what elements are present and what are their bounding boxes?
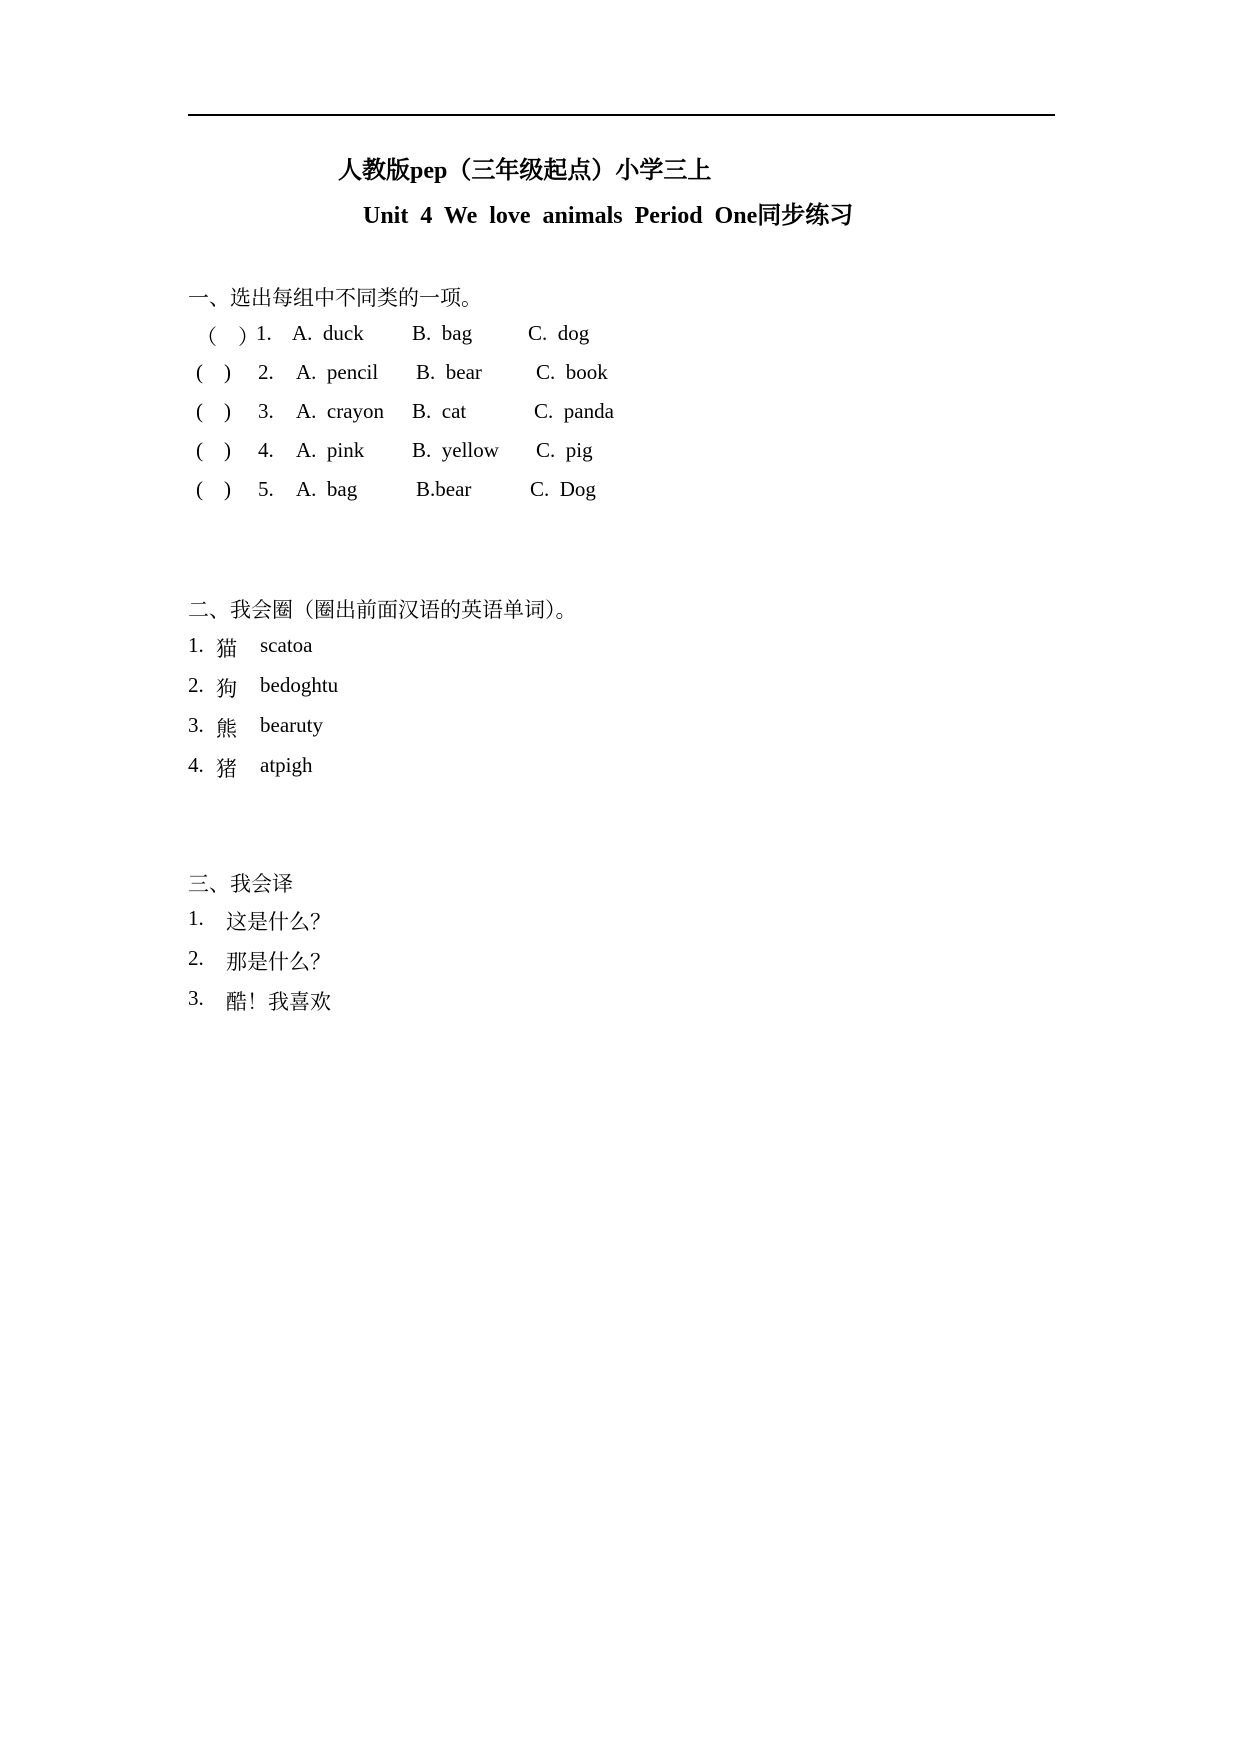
question-number: 2. — [258, 360, 274, 384]
translate-item-1 — [188, 906, 588, 936]
item-number: 1. — [188, 633, 204, 657]
question-number: 3. — [258, 399, 274, 423]
option-a: A. bag — [296, 477, 358, 501]
question-row-3 — [196, 399, 696, 429]
document-subtitle: Unit 4 We love animals Period One同步练习 — [363, 203, 854, 229]
word-circle-item-4 — [188, 753, 588, 783]
option-a: A. crayon — [296, 399, 385, 423]
option-c: C. Dog — [530, 477, 596, 501]
item-number: 2. — [188, 673, 204, 697]
option-a: A. pencil — [296, 360, 379, 384]
question-number: 4. — [258, 438, 274, 462]
question-number: 5. — [258, 477, 274, 501]
chinese-word: 狗 — [216, 677, 237, 701]
option-b: B. bear — [416, 360, 482, 384]
word-circle-item-1 — [188, 633, 588, 663]
item-number: 3. — [188, 986, 204, 1010]
section2-heading: 二、我会圈（圈出前面汉语的英语单词）。 — [188, 598, 577, 622]
sentence-text: 那是什么？ — [226, 950, 331, 974]
answer-bracket[interactable]: ( ) — [196, 438, 231, 462]
question-row-2 — [196, 360, 696, 390]
option-b: B.bear — [416, 477, 472, 501]
question-number: 1. — [256, 321, 272, 345]
sentence-text: 酷！我喜欢 — [226, 990, 331, 1014]
word-circle-item-2 — [188, 673, 588, 703]
item-number: 3. — [188, 713, 204, 737]
document-title: 人教版pep（三年级起点）小学三上 — [338, 158, 712, 184]
option-c: C. book — [536, 360, 608, 384]
word-circle-item-3 — [188, 713, 588, 743]
item-number: 2. — [188, 946, 204, 970]
option-c: C. dog — [528, 321, 590, 345]
translate-item-2 — [188, 946, 588, 976]
question-row-1 — [196, 321, 696, 351]
header-rule — [188, 114, 1055, 116]
translate-item-3 — [188, 986, 588, 1016]
option-c: C. pig — [536, 438, 593, 462]
letter-string[interactable]: bedoghtu — [260, 673, 339, 697]
section1-heading: 一、选出每组中不同类的一项。 — [188, 286, 482, 310]
item-number: 1. — [188, 906, 204, 930]
item-number: 4. — [188, 753, 204, 777]
question-row-4 — [196, 438, 696, 468]
option-a: A. duck — [292, 321, 364, 345]
letter-string[interactable]: bearuty — [260, 713, 323, 737]
option-b: B. yellow — [412, 438, 499, 462]
question-row-5 — [196, 477, 696, 507]
option-a: A. pink — [296, 438, 365, 462]
section3-heading: 三、我会译 — [188, 872, 293, 896]
sentence-text: 这是什么？ — [226, 910, 331, 934]
option-b: B. cat — [412, 399, 467, 423]
option-b: B. bag — [412, 321, 473, 345]
chinese-word: 猪 — [216, 757, 237, 781]
answer-bracket[interactable]: ( ) — [196, 399, 231, 423]
chinese-word: 熊 — [216, 717, 237, 741]
chinese-word: 猫 — [216, 637, 237, 661]
letter-string[interactable]: scatoa — [260, 633, 313, 657]
answer-bracket[interactable]: （ ） — [196, 325, 259, 349]
answer-bracket[interactable]: ( ) — [196, 360, 231, 384]
option-c: C. panda — [534, 399, 614, 423]
letter-string[interactable]: atpigh — [260, 753, 313, 777]
answer-bracket[interactable]: ( ) — [196, 477, 231, 501]
